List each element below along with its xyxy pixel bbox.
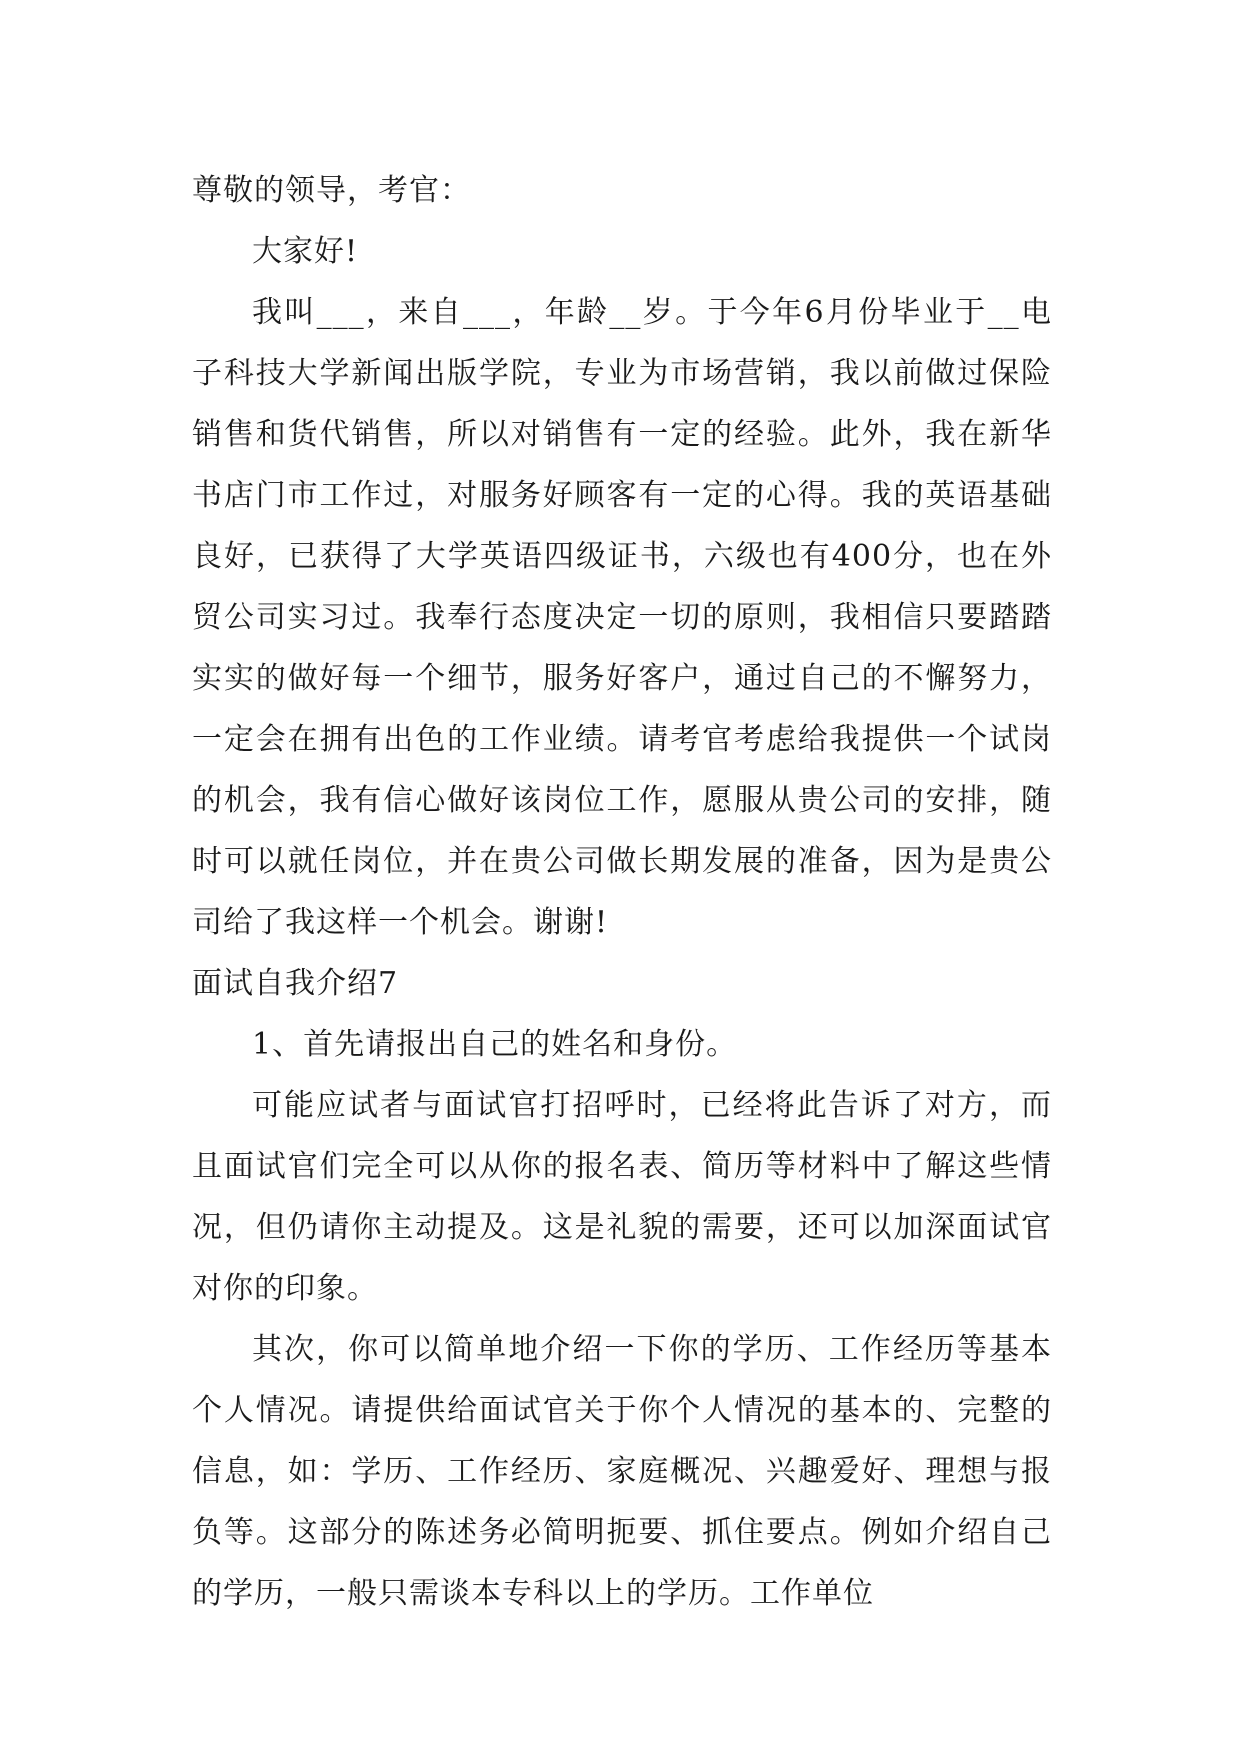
step-1-paragraph: 可能应试者与面试官打招呼时，已经将此告诉了对方，而且面试官们完全可以从你的报名表、简历等材料中了解这些情况，但仍请你主动提及。这是礼貌的需要，还可以加深面试官对你的印象。: [192, 1088, 1052, 1306]
step-1-heading: 1、首先请报出自己的姓名和身份。: [252, 1027, 738, 1062]
intro-paragraph: 我叫___，来自___，年龄__岁。于今年6月份毕业于__电子科技大学新闻出版学院，专业为市场营销，我以前做过保险销售和货代销售，所以对销售有一定的经验。此外，我在新华书店门市工作过，对服务好顾客有一定的心得。我的英语基础良好，已获得了大学英语四级证书，六级也有400分，也在外贸公司实习过。我奉行态度决定一切的原则，我相信只要踏踏实实的做好每一个细节，服务好客户，通过自己的不懈努力，一定会在拥有出色的工作业绩。请考官考虑给我提供一个试岗的机会，我有信心做好该岗位工作，愿服从贵公司的安排，随时可以就任岗位，并在贵公司做长期发展的准备，因为是贵公司给了我这样一个机会。谢谢!: [192, 295, 1052, 940]
section-title: 面试自我介绍7: [192, 966, 399, 1001]
step-2-paragraph: 其次，你可以简单地介绍一下你的学历、工作经历等基本个人情况。请提供给面试官关于你个人情况的基本的、完整的信息，如：学历、工作经历、家庭概况、兴趣爱好、理想与报负等。这部分的陈述务必简明扼要、抓住要点。例如介绍自己的学历，一般只需谈本专科以上的学历。工作单位: [192, 1332, 1052, 1611]
greeting: 大家好!: [252, 234, 359, 269]
salutation: 尊敬的领导，考官：: [192, 173, 471, 208]
document-body: [192, 160, 1052, 1624]
